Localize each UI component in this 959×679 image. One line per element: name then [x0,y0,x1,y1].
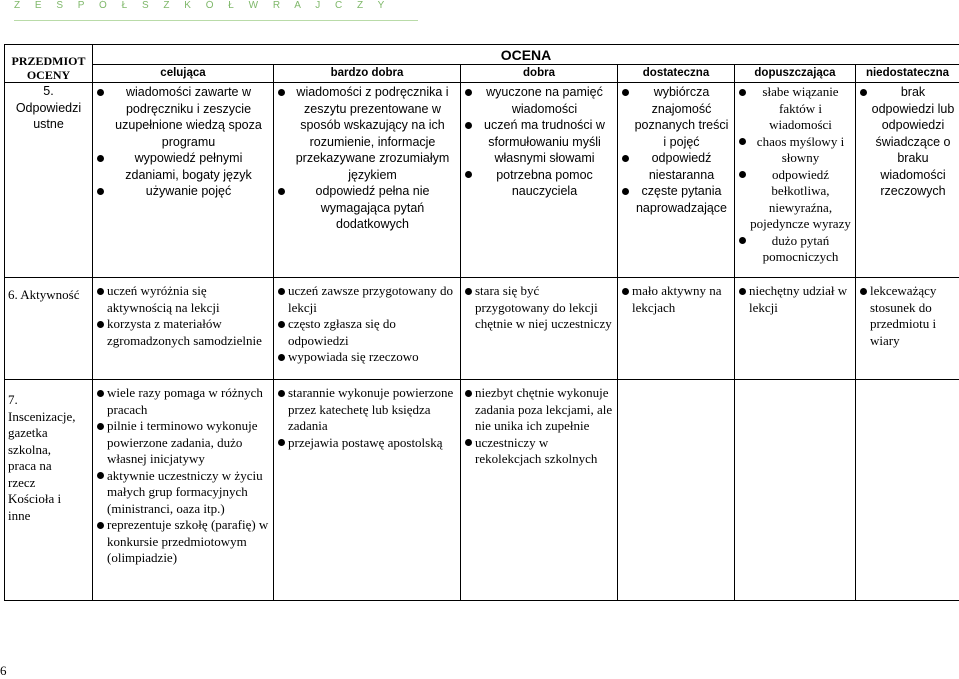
list-item: niezbyt chętnie wykonuje zadania poza lekcjami, ale nie unika ich zupełnie [464,385,614,435]
list-item: starannie wykonuje powierzone przez katechetę lub księdza zadania [277,385,457,435]
list-item: brak odpowiedzi lub odpowiedzi świadczące o braku wiadomości rzeczowych [859,84,956,200]
list-item: wypowiedź pełnymi zdaniami, bogaty język [96,150,270,183]
list-item: używanie pojęć [96,183,270,200]
list-item: uczeń wyróżnia się aktywnością na lekcji [96,283,270,316]
corner-label-grades: OCENY [26,68,71,82]
list-item: odpowiedź pełna nie wymagająca pytań dodatkowych [277,183,457,233]
list-item: wyuczone na pamięć wiadomości [464,84,614,117]
list-item: słabe wiązanie faktów i wiadomości [738,84,852,134]
list-item: pilnie i terminowo wykonuje powierzone zadania, dużo własnej inicjatywy [96,418,270,468]
list-item: potrzebna pomoc nauczyciela [464,167,614,200]
ocena-header: OCENA [93,45,959,65]
cell-celujaca [93,278,274,380]
row-subject-extracurricular: 7. Inscenizacje, gazetka szkolna, praca na rzecz Kościoła i inne [5,380,93,601]
table-row [5,83,959,278]
list-item: odpowiedź niestaranna [621,150,731,183]
cell-niedostateczna [856,83,959,278]
grade-header-3: dostateczna [618,64,735,82]
list-item: wiadomości z podręcznika i zeszytu prezentowane w sposób wskazujący na ich rozumienie, informacje przekazywane zrozumiałym językiem [277,84,457,183]
list-item: często zgłasza się do odpowiedzi [277,316,457,349]
cell-dobra [461,83,618,278]
list-item: mało aktywny na lekcjach [621,283,731,316]
row-subject-oral: 5. Odpowiedzi ustne [5,83,93,278]
grade-header-5: bardzo dobra [274,64,461,82]
grading-table [4,44,959,601]
list-item: wypowiada się rzeczowo [277,349,457,366]
list-item: przejawia postawę apostolską [277,435,457,452]
page-number: 6 [0,663,7,678]
list-item: chaos myślowy i słowny [738,134,852,167]
cell-dobra [461,380,618,601]
list-item: niechętny udział w lekcji [738,283,852,316]
grade-header-6: celująca [93,64,274,82]
list-item: aktywnie uczestniczy w życiu małych grup formacyjnych (ministranci, oaza itp.) [96,468,270,518]
row-subject-activity: 6. Aktywność [5,278,93,380]
cell-celujaca [93,380,274,601]
grade-header-4: dobra [461,64,618,82]
corner-label-subject: PRZEDMIOT [11,54,86,68]
cell-dostateczna [618,83,735,278]
list-item: wybiórcza znajomość poznanych treści i pojęć [621,84,731,150]
school-header: Z E S P Ó Ł S Z K Ó Ł W R A J C Z Y [14,0,391,11]
list-item: uczeń zawsze przygotowany do lekcji [277,283,457,316]
list-item: korzysta z materiałów zgromadzonych samodzielnie [96,316,270,349]
list-item: częste pytania naprowadzające [621,183,731,216]
cell-dostateczna [618,278,735,380]
cell-dopuszczajaca [735,83,856,278]
cell-dostateczna [618,380,735,601]
list-item: wiele razy pomaga w różnych pracach [96,385,270,418]
cell-bardzo-dobra [274,380,461,601]
cell-dopuszczajaca [735,278,856,380]
corner-header [5,45,93,83]
list-item: dużo pytań pomocniczych [738,233,852,266]
table-row [5,380,959,601]
cell-bardzo-dobra [274,83,461,278]
cell-dopuszczajaca [735,380,856,601]
list-item: reprezentuje szkołę (parafię) w konkursie przedmiotowym (olimpiadzie) [96,517,270,567]
list-item: stara się być przygotowany do lekcji chętnie w niej uczestniczy [464,283,614,333]
cell-dobra [461,278,618,380]
list-item: uczeń ma trudności w sformułowaniu myśli własnymi słowami [464,117,614,167]
grade-header-1: niedostateczna [856,64,959,82]
list-item: lekceważący stosunek do przedmiotu i wiary [859,283,956,349]
header-rule [14,20,418,21]
cell-niedostateczna [856,278,959,380]
list-item: odpowiedź bełkotliwa, niewyraźna, pojedyncze wyrazy [738,167,852,233]
grade-header-2: dopuszczająca [735,64,856,82]
cell-celujaca [93,83,274,278]
table-row [5,278,959,380]
list-item: uczestniczy w rekolekcjach szkolnych [464,435,614,468]
cell-bardzo-dobra [274,278,461,380]
cell-niedostateczna [856,380,959,601]
list-item: wiadomości zawarte w podręczniku i zeszycie uzupełnione wiedzą spoza programu [96,84,270,150]
